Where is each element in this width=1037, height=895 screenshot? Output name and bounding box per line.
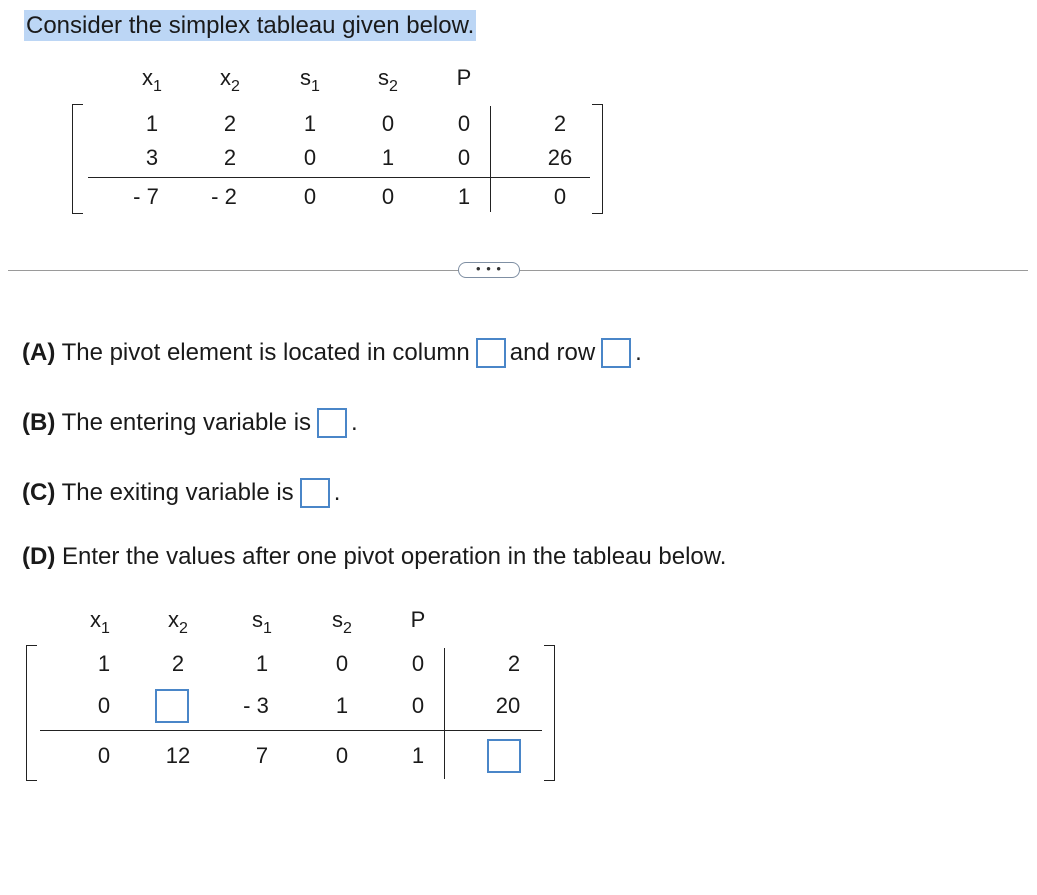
question-label: (B): [22, 409, 56, 436]
question-text: and row: [509, 339, 596, 366]
header-sub: 1: [311, 78, 320, 95]
header-base: x: [220, 65, 232, 90]
cell: 0: [97, 693, 111, 718]
header-base: x: [90, 607, 102, 632]
cell: 0: [457, 111, 471, 136]
cell: 3: [145, 145, 159, 170]
cell: 12: [165, 743, 191, 768]
question-a: [22, 338, 642, 368]
cell: 1: [145, 111, 159, 136]
cell: 1: [411, 743, 425, 768]
cell: 0: [411, 651, 425, 676]
cell: 0: [335, 743, 349, 768]
cell: 1: [457, 184, 471, 209]
header-x1: [70, 608, 130, 641]
question-text: Enter the values after one pivot operation in the tableau below.: [62, 543, 727, 570]
objective-divider: [88, 177, 590, 178]
header-sub: 2: [343, 620, 352, 637]
cell: 1: [303, 111, 317, 136]
cell: 0: [381, 111, 395, 136]
header-base: x: [168, 607, 180, 632]
header-s1: [280, 66, 340, 99]
left-bracket: [72, 104, 83, 214]
header-base: P: [456, 65, 472, 90]
show-more-button[interactable]: • • •: [458, 262, 520, 278]
header-sub: 1: [101, 620, 110, 637]
cell: - 2: [211, 184, 237, 209]
header-x2: [148, 608, 208, 641]
cell: 0: [553, 184, 567, 209]
question-label: (D): [22, 543, 56, 570]
question-text: The pivot element is located in column: [61, 339, 470, 366]
pivot-x2-input[interactable]: [155, 689, 189, 723]
cell: 1: [381, 145, 395, 170]
header-base: s: [300, 65, 312, 90]
objective-divider: [40, 730, 542, 731]
question-b: [22, 408, 358, 438]
cell: 0: [457, 145, 471, 170]
question-text: .: [635, 339, 642, 366]
header-s1: [232, 608, 292, 641]
cell: 7: [255, 743, 269, 768]
rhs-objective-input[interactable]: [487, 739, 521, 773]
cell: 0: [411, 693, 425, 718]
header-sub: 2: [231, 78, 240, 95]
cell: 2: [507, 651, 521, 676]
header-base: s: [332, 607, 344, 632]
cell: 26: [547, 145, 573, 170]
question-text: .: [351, 409, 358, 436]
header-base: s: [252, 607, 264, 632]
cell: 20: [495, 693, 521, 718]
header-p: [434, 66, 494, 90]
cell: 1: [335, 693, 349, 718]
cell: 2: [223, 111, 237, 136]
right-bracket: [544, 645, 555, 781]
question-c: [22, 478, 340, 508]
cell: 0: [97, 743, 111, 768]
header-sub: 2: [179, 620, 188, 637]
pivot-column-input[interactable]: [476, 338, 506, 368]
cell: 2: [171, 651, 185, 676]
cell: 0: [303, 184, 317, 209]
header-x1: [122, 66, 182, 99]
cell: 0: [381, 184, 395, 209]
question-text: The entering variable is: [61, 409, 312, 436]
cell: - 7: [133, 184, 159, 209]
question-d: [22, 543, 726, 571]
exiting-variable-input[interactable]: [300, 478, 330, 508]
header-sub: 1: [263, 620, 272, 637]
cell: 2: [553, 111, 567, 136]
question-text: .: [333, 479, 341, 506]
header-base: x: [142, 65, 154, 90]
header-p: [388, 608, 448, 632]
cell: 0: [335, 651, 349, 676]
cell: - 3: [243, 693, 269, 718]
header-sub: 1: [153, 78, 162, 95]
pivot-row-input[interactable]: [601, 338, 631, 368]
header-x2: [200, 66, 260, 99]
header-s2: [312, 608, 372, 641]
question-label: (A): [22, 339, 56, 366]
cell: 1: [255, 651, 269, 676]
cell: 0: [303, 145, 317, 170]
cell: 2: [223, 145, 237, 170]
entering-variable-input[interactable]: [317, 408, 347, 438]
header-base: s: [378, 65, 390, 90]
header-s2: [358, 66, 418, 99]
right-bracket: [592, 104, 603, 214]
question-text: The exiting variable is: [61, 479, 294, 506]
left-bracket: [26, 645, 37, 781]
cell: 1: [97, 651, 111, 676]
intro-text: Consider the simplex tableau given below.: [26, 12, 475, 39]
question-label: (C): [22, 479, 56, 506]
header-sub: 2: [389, 78, 398, 95]
header-base: P: [410, 607, 426, 632]
